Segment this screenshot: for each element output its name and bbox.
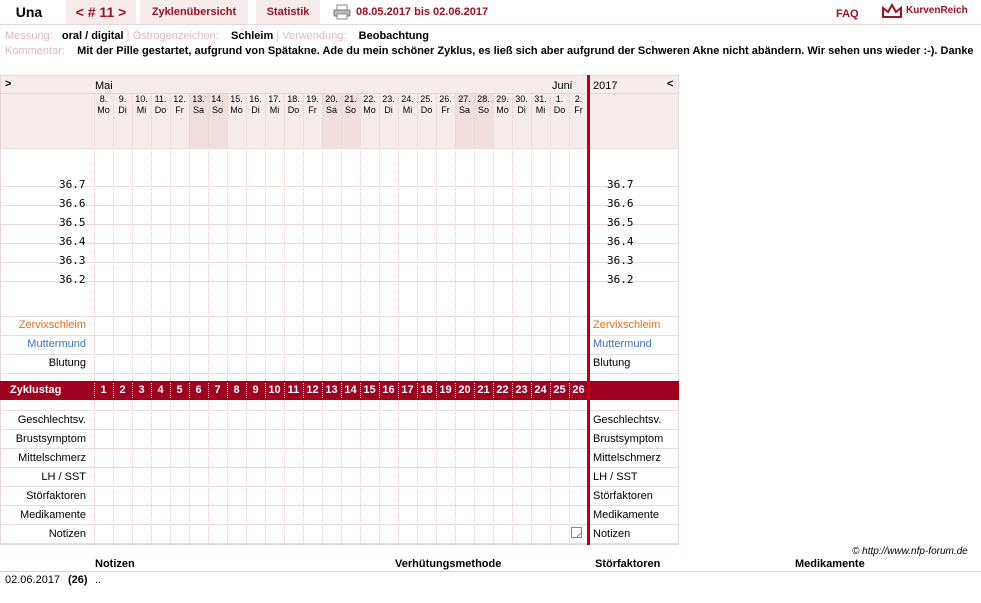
cycle-day-separator (322, 383, 323, 398)
day-date: 22. (363, 94, 376, 104)
day-column-header[interactable] (303, 94, 322, 116)
temp-label-left: 36.7 (59, 178, 86, 191)
grid-hline (0, 410, 679, 411)
cycle-day-number: 12 (306, 384, 319, 396)
cycle-day-separator (113, 383, 114, 398)
day-column-header[interactable] (322, 94, 341, 116)
grid-vline (322, 93, 323, 381)
day-column-header[interactable] (341, 94, 360, 116)
cycle-day-separator (550, 383, 551, 398)
cycle-day-separator (303, 383, 304, 398)
day-column-header[interactable] (417, 94, 436, 116)
footer-divider (0, 571, 981, 572)
grid-vline (569, 93, 570, 381)
row-note: .. (95, 574, 102, 586)
day-column-header[interactable] (208, 94, 227, 116)
day-column-header[interactable] (170, 94, 189, 116)
temp-label-left: 36.3 (59, 254, 86, 267)
grid-vline (265, 93, 266, 381)
grid-hline (0, 448, 679, 449)
day-column-header[interactable] (436, 94, 455, 116)
row-label-right: Blutung (593, 357, 631, 369)
cycle-day-number: 15 (363, 384, 376, 396)
day-weekday: Fr (308, 105, 317, 115)
day-column-header[interactable] (474, 94, 493, 116)
day-date: 28. (477, 94, 490, 104)
day-date: 9. (118, 94, 127, 104)
day-weekday: Mi (136, 105, 147, 115)
cycle-day-number: 2 (119, 384, 126, 396)
cycle-day-separator (227, 383, 228, 398)
day-date: 27. (458, 94, 471, 104)
grid-vline (284, 93, 285, 381)
cycle-day-number: 5 (176, 384, 183, 396)
grid-vline (208, 93, 209, 381)
day-column-header[interactable] (94, 94, 113, 116)
note-edit-icon[interactable] (571, 527, 582, 538)
day-weekday: Mi (269, 105, 280, 115)
temp-label-left: 36.5 (59, 216, 86, 229)
cycle-day-separator (284, 383, 285, 398)
day-date: 13. (192, 94, 205, 104)
meta-line: Messung: oral / digital | Östrogenzeichen: Schleim | Verwendung: Beobachtung (5, 30, 429, 42)
grid-hline (0, 543, 679, 544)
grid-hline (0, 429, 679, 430)
day-column-header[interactable] (113, 94, 132, 116)
cycle-day-number: 6 (195, 384, 202, 396)
grid-vline (113, 93, 114, 381)
grid-hline (0, 524, 679, 525)
day-date: 26. (439, 94, 452, 104)
cycle-day-number: 4 (157, 384, 164, 396)
day-date: 24. (401, 94, 414, 104)
cycle-day-separator (94, 383, 95, 398)
grid-vline (512, 93, 513, 381)
grid-vline (303, 93, 304, 381)
month-label-juni: Juni (552, 80, 573, 92)
cycle-selector[interactable]: < # 11 > (66, 0, 136, 24)
day-weekday: Do (420, 105, 433, 115)
crown-logo-icon (881, 3, 903, 19)
brand-name[interactable]: KurvenReich (906, 5, 968, 16)
row-label-right: Muttermund (593, 338, 652, 350)
grid-hline (0, 467, 679, 468)
cycle-day-separator (398, 383, 399, 398)
cycle-day-number: 3 (138, 384, 145, 396)
grid-vline (189, 93, 190, 381)
messung-label: Messung: (5, 30, 53, 42)
printer-icon[interactable] (333, 4, 351, 20)
row-label-right: Medikamente (593, 509, 660, 521)
grid-vline (132, 93, 133, 381)
cycle-day-number: 10 (268, 384, 281, 396)
tab-statistik[interactable]: Statistik (256, 0, 320, 24)
cycle-day-separator (132, 383, 133, 398)
cycle-day-separator (189, 383, 190, 398)
day-date: 2. (574, 94, 583, 104)
day-column-header[interactable] (512, 94, 531, 116)
row-label-right: Notizen (593, 528, 631, 540)
nav-prev-button[interactable]: > (5, 78, 12, 90)
row-label-right: LH / SST (593, 471, 638, 483)
cycle-day-separator (512, 383, 513, 398)
grid-hline (0, 205, 679, 206)
day-weekday: Sa (458, 105, 470, 115)
grid-vline (531, 93, 532, 381)
day-weekday: Sa (192, 105, 204, 115)
cycle-day-separator (341, 383, 342, 398)
cycle-day-separator (436, 383, 437, 398)
temp-label-right: 36.2 (607, 273, 634, 286)
cycle-day-number: 14 (344, 384, 357, 396)
cycle-day-separator (474, 383, 475, 398)
cycle-day-number: 19 (439, 384, 452, 396)
day-column-header[interactable] (398, 94, 417, 116)
day-weekday: Mi (402, 105, 413, 115)
day-weekday: Di (517, 105, 526, 115)
grid-hline (0, 354, 679, 355)
cycle-day-number: 9 (252, 384, 259, 396)
day-date: 10. (135, 94, 148, 104)
cycle-day-number: 7 (214, 384, 221, 396)
grid-vline (227, 93, 228, 381)
grid-vline (550, 93, 551, 381)
grid-hline (0, 148, 679, 149)
row-label-left: Mittelschmerz (18, 452, 86, 464)
temp-label-left: 36.6 (59, 197, 86, 210)
grid-hline (0, 262, 679, 263)
day-date: 25. (420, 94, 433, 104)
kommentar-label: Kommentar: (5, 45, 65, 57)
day-date: 29. (496, 94, 509, 104)
year-label: 2017 (593, 80, 618, 92)
cycle-day-number: 20 (458, 384, 471, 396)
row-label-right: Brustsymptom (593, 433, 664, 445)
day-date: 18. (287, 94, 300, 104)
zyklustag-bar (0, 381, 679, 400)
grid-vline (474, 93, 475, 381)
row-label-left: Medikamente (19, 509, 86, 521)
grid-hline (0, 243, 679, 244)
day-column-header[interactable] (455, 94, 474, 116)
day-weekday: Fr (574, 105, 583, 115)
copyright: © http://www.nfp-forum.de (852, 546, 968, 557)
oestrogen-value: Schleim (231, 30, 274, 42)
grid-hline (0, 486, 679, 487)
day-weekday: So (344, 105, 356, 115)
day-column-header[interactable] (531, 94, 550, 116)
day-column-header[interactable] (360, 94, 379, 116)
grid-hline (0, 186, 679, 187)
day-date: 23. (382, 94, 395, 104)
temp-label-right: 36.5 (607, 216, 634, 229)
row-cycle-day: (26) (68, 574, 88, 586)
grid-vline (455, 93, 456, 381)
zyklustag-label: Zyklustag (10, 384, 62, 396)
user-name: Una (0, 0, 58, 24)
row-label-left: Geschlechtsv. (17, 414, 86, 426)
day-date: 8. (99, 94, 108, 104)
grid-hline (0, 224, 679, 225)
grid-vline (170, 93, 171, 381)
row-label-right: Geschlechtsv. (593, 414, 662, 426)
day-column-header[interactable] (151, 94, 170, 116)
grid-hline (0, 316, 679, 317)
day-weekday: Do (154, 105, 167, 115)
day-weekday: Do (287, 105, 300, 115)
grid-vline (417, 93, 418, 381)
day-date: 21. (344, 94, 357, 104)
cycle-day-separator (246, 383, 247, 398)
day-weekday: Di (118, 105, 127, 115)
day-weekday: Fr (175, 105, 184, 115)
cycle-day-number: 18 (420, 384, 433, 396)
day-date: 1. (555, 94, 564, 104)
day-weekday: Fr (441, 105, 450, 115)
row-label-left: Störfaktoren (26, 490, 86, 502)
day-column-header[interactable] (569, 94, 588, 116)
cycle-day-number: 26 (572, 384, 585, 396)
day-weekday: Do (553, 105, 566, 115)
verwendung-label: Verwendung: (282, 30, 347, 42)
day-weekday: Mo (496, 105, 509, 115)
col-notizen: Notizen (95, 558, 135, 570)
day-date: 20. (325, 94, 338, 104)
cycle-day-number: 25 (553, 384, 566, 396)
day-column-header[interactable] (132, 94, 151, 116)
grid-vline (151, 93, 152, 381)
day-weekday: Di (251, 105, 260, 115)
grid-hline (0, 281, 679, 282)
nav-next-button[interactable]: < (667, 78, 674, 90)
temp-label-left: 36.4 (59, 235, 86, 248)
verwendung-value: Beobachtung (358, 30, 429, 42)
current-day-marker (587, 75, 590, 545)
cycle-day-separator (360, 383, 361, 398)
day-weekday: Mo (230, 105, 243, 115)
cycle-day-separator (265, 383, 266, 398)
cycle-day-number: 21 (477, 384, 490, 396)
row-date: 02.06.2017 (5, 574, 61, 586)
oestrogen-label: Östrogenzeichen: (132, 30, 219, 42)
cycle-day-number: 11 (287, 384, 300, 396)
row-label-left: LH / SST (41, 471, 86, 483)
tab-zyklenuebersicht[interactable]: Zyklenübersicht (140, 0, 248, 24)
grid-vline (94, 93, 95, 381)
grid-hline (0, 505, 679, 506)
faq-link[interactable]: FAQ (836, 8, 859, 20)
cycle-day-separator (455, 383, 456, 398)
day-date: 31. (534, 94, 547, 104)
cycle-day-number: 23 (515, 384, 528, 396)
cycle-day-number: 13 (325, 384, 338, 396)
day-weekday: Mi (535, 105, 546, 115)
day-column-header[interactable] (265, 94, 284, 116)
date-range: 08.05.2017 bis 02.06.2017 (356, 6, 489, 18)
day-column-header[interactable] (227, 94, 246, 116)
day-date: 15. (230, 94, 243, 104)
cycle-day-number: 16 (382, 384, 395, 396)
grid-vline (360, 93, 361, 381)
day-date: 30. (515, 94, 528, 104)
day-date: 14. (211, 94, 224, 104)
cycle-day-separator (151, 383, 152, 398)
cycle-day-number: 17 (401, 384, 414, 396)
grid-vline (398, 93, 399, 381)
grid-vline (246, 93, 247, 381)
row-label-left: Brustsymptom (15, 433, 86, 445)
day-weekday: Di (384, 105, 393, 115)
grid-vline (341, 93, 342, 381)
day-column-header[interactable] (246, 94, 265, 116)
row-label-left: Muttermund (27, 338, 86, 350)
row-label-left: Zervixschleim (18, 319, 86, 331)
grid-vline (436, 93, 437, 381)
grid-vline (379, 93, 380, 381)
row-label-right: Zervixschleim (593, 319, 661, 331)
cycle-day-number: 8 (233, 384, 240, 396)
row-label-left: Blutung (48, 357, 86, 369)
day-column-header[interactable] (550, 94, 569, 116)
cycle-day-separator (417, 383, 418, 398)
temp-label-right: 36.3 (607, 254, 634, 267)
col-medikamente: Medikamente (795, 558, 865, 570)
cycle-day-separator (531, 383, 532, 398)
grid-hline (0, 335, 679, 336)
day-column-header[interactable] (379, 94, 398, 116)
col-stoerfaktoren: Störfaktoren (595, 558, 661, 570)
temp-label-left: 36.2 (59, 273, 86, 286)
temp-label-right: 36.4 (607, 235, 634, 248)
comment-line (5, 45, 974, 57)
temp-label-right: 36.7 (607, 178, 634, 191)
cycle-day-separator (379, 383, 380, 398)
day-weekday: Sa (325, 105, 337, 115)
day-column-header[interactable] (189, 94, 208, 116)
day-date: 19. (306, 94, 319, 104)
kommentar-value: Mit der Pille gestartet, aufgrund von Spätakne. Ade du mein schöner Zyklus, es ließ sich aber aufgrund der Schweren Akne nicht abändern. Wir sehen uns wieder :-). Danke (77, 45, 974, 57)
day-column-header[interactable] (284, 94, 303, 116)
messung-value: oral / digital (61, 30, 124, 42)
day-date: 11. (154, 94, 167, 104)
row-label-right: Störfaktoren (593, 490, 653, 502)
chart-grid (0, 75, 679, 545)
cycle-day-separator (170, 383, 171, 398)
top-bar (0, 0, 981, 25)
day-weekday: Mo (97, 105, 110, 115)
col-verhuetungsmethode: Verhütungsmethode (395, 558, 502, 570)
cycle-day-number: 24 (534, 384, 547, 396)
cycle-day-separator (569, 383, 570, 398)
row-label-right: Mittelschmerz (593, 452, 661, 464)
day-date: 16. (249, 94, 262, 104)
cycle-day-number: 1 (100, 384, 107, 396)
day-weekday: So (211, 105, 223, 115)
day-column-header[interactable] (493, 94, 512, 116)
cycle-day-separator (493, 383, 494, 398)
cycle-day-separator (208, 383, 209, 398)
grid-hline (0, 93, 679, 94)
temp-label-right: 36.6 (607, 197, 634, 210)
day-date: 17. (268, 94, 281, 104)
month-label-mai: Mai (95, 80, 113, 92)
row-label-left: Notizen (48, 528, 86, 540)
day-weekday: Mo (363, 105, 376, 115)
cycle-day-number: 22 (496, 384, 509, 396)
grid-vline (493, 93, 494, 381)
grid-hline (0, 373, 679, 374)
day-weekday: So (477, 105, 489, 115)
day-date: 12. (173, 94, 186, 104)
